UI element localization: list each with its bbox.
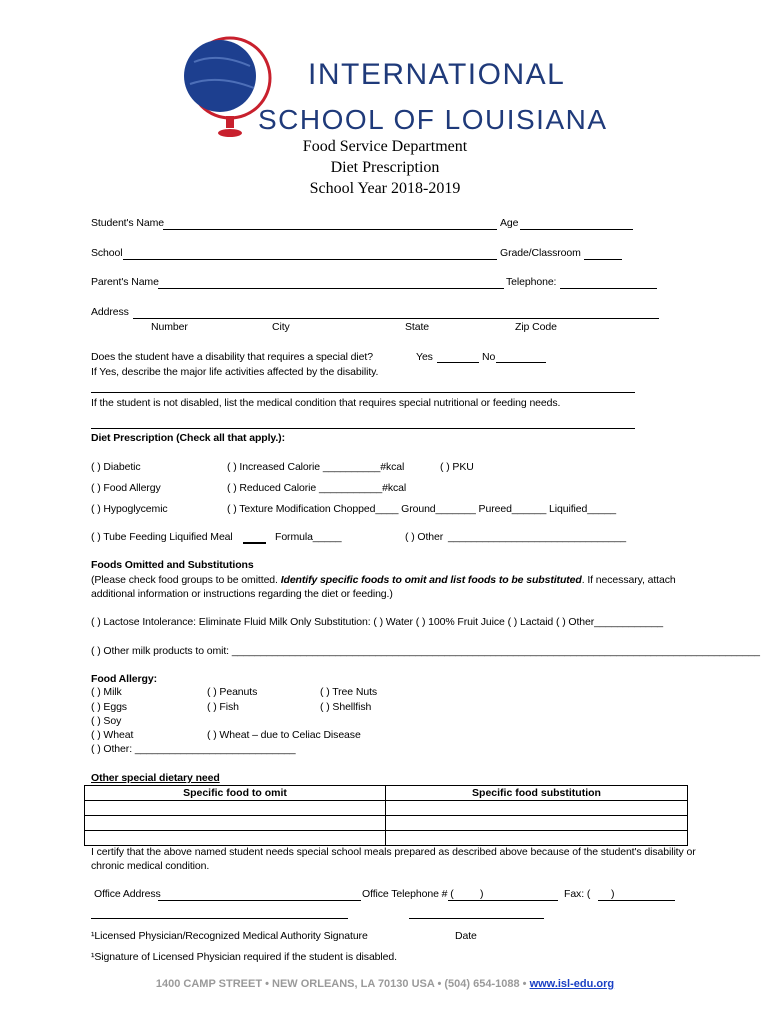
school-name-line1: INTERNATIONAL — [308, 58, 566, 91]
fax-field[interactable] — [598, 900, 675, 901]
age-label: Age — [500, 217, 519, 229]
other-milk-option[interactable]: ( ) Other milk products to omit: ____________________________________________________________________________________________ — [91, 645, 760, 657]
city-label: City — [272, 321, 290, 333]
office-phone-field[interactable] — [448, 900, 558, 901]
signature-label: ¹Licensed Physician/Recognized Medical Authority Signature — [91, 930, 368, 942]
table-header-row — [85, 786, 688, 801]
fax-close: ) — [611, 888, 615, 900]
office-phone-close: ) — [480, 888, 484, 900]
yes-field[interactable] — [437, 362, 479, 363]
grade-label: Grade/Classroom — [500, 247, 581, 259]
food-allergy-heading: Food Allergy: — [91, 673, 157, 685]
no-field[interactable] — [496, 362, 546, 363]
zip-label: Zip Code — [515, 321, 557, 333]
foods-omitted-instructions — [91, 574, 676, 586]
allergy-shellfish[interactable]: ( ) Shellfish — [320, 701, 372, 713]
allergy-milk[interactable]: ( ) Milk — [91, 686, 122, 698]
school-name-line2: SCHOOL OF LOUISIANA — [258, 104, 608, 135]
student-name-field[interactable] — [163, 229, 497, 230]
allergy-treenuts[interactable]: ( ) Tree Nuts — [320, 686, 378, 698]
diet-heading: Diet Prescription (Check all that apply.): — [91, 432, 285, 444]
table-cell[interactable] — [85, 816, 386, 831]
page-title: Diet Prescription — [330, 159, 440, 176]
table-cell[interactable] — [386, 816, 688, 831]
state-label: State — [405, 321, 430, 333]
foods-omitted-heading: Foods Omitted and Substitutions — [91, 559, 254, 571]
no-label: No — [482, 351, 496, 363]
grade-field[interactable] — [584, 259, 622, 260]
telephone-field[interactable] — [560, 288, 657, 289]
not-disabled-text: If the student is not disabled, list the medical condition that requires special nutritional or feeding needs. — [91, 397, 561, 409]
disability-describe: If Yes, describe the major life activities affected by the disability. — [91, 366, 379, 378]
disability-question: Does the student have a disability that requires a special diet? — [91, 351, 373, 363]
table-row[interactable] — [85, 816, 688, 831]
instr-part-c: . If necessary, attach — [581, 574, 676, 586]
school-field[interactable] — [123, 259, 497, 260]
office-address-label: Office Address — [94, 888, 161, 900]
footer-address — [0, 978, 770, 990]
age-field[interactable] — [520, 229, 633, 230]
dept-title: Food Service Department — [302, 138, 468, 155]
reduced-calorie-option[interactable]: ( ) Reduced Calorie ___________#kcal — [227, 482, 407, 494]
parent-field[interactable] — [158, 288, 504, 289]
table-cell[interactable] — [386, 831, 688, 846]
hypoglycemic-option[interactable]: ( ) Hypoglycemic — [91, 503, 168, 515]
signature-field[interactable] — [91, 918, 348, 919]
fax-label: Fax: ( — [564, 888, 591, 900]
school-year: School Year 2018-2019 — [309, 180, 461, 197]
describe-field[interactable] — [91, 392, 635, 393]
date-field[interactable] — [409, 918, 544, 919]
other-diet-field[interactable]: _______________________________ — [448, 531, 626, 543]
table-cell[interactable] — [85, 831, 386, 846]
formula-field[interactable]: Formula_____ — [275, 531, 342, 543]
special-need-heading: Other special dietary need — [91, 772, 220, 784]
allergy-celiac[interactable]: ( ) Wheat – due to Celiac Disease — [207, 729, 361, 741]
signature-note: ¹Signature of Licensed Physician required if the student is disabled. — [91, 951, 397, 963]
allergy-eggs[interactable]: ( ) Eggs — [91, 701, 127, 713]
increased-calorie-option[interactable]: ( ) Increased Calorie __________#kcal — [227, 461, 405, 473]
certify-text-1: I certify that the above named student needs special school meals prepared as described above because of the student's disability or — [91, 846, 696, 858]
special-need-table — [84, 785, 688, 846]
allergy-fish[interactable]: ( ) Fish — [207, 701, 239, 713]
lactose-option[interactable]: ( ) Lactose Intolerance: Eliminate Fluid Milk Only Substitution: ( ) Water ( ) 100% Fruit Juice ( ) Lactaid ( ) Other____________ — [91, 616, 664, 628]
student-name-label: Student's Name — [91, 217, 164, 229]
office-phone-label: Office Telephone # ( — [362, 888, 454, 900]
parent-label: Parent's Name — [91, 276, 159, 288]
instr-part-a: (Please check food groups to be omitted. — [91, 574, 281, 586]
liquified-meal-field[interactable] — [243, 542, 266, 544]
col-food-sub: Specific food substitution — [386, 786, 688, 801]
yes-label: Yes — [416, 351, 433, 363]
other-diet-option[interactable]: ( ) Other — [405, 531, 444, 543]
diabetic-option[interactable]: ( ) Diabetic — [91, 461, 141, 473]
pku-option[interactable]: ( ) PKU — [440, 461, 474, 473]
condition-field[interactable] — [91, 428, 635, 429]
table-row[interactable] — [85, 801, 688, 816]
footer-text: 1400 CAMP STREET • NEW ORLEANS, LA 70130 USA • (504) 654-1088 • — [155, 978, 530, 990]
allergy-soy[interactable]: ( ) Soy — [91, 715, 122, 727]
allergy-peanuts[interactable]: ( ) Peanuts — [207, 686, 258, 698]
col-food-omit: Specific food to omit — [85, 786, 386, 801]
table-row[interactable] — [85, 831, 688, 846]
footer-link[interactable]: www.isl-edu.org — [529, 978, 615, 990]
school-label: School — [91, 247, 123, 259]
number-label: Number — [151, 321, 188, 333]
texture-option[interactable]: ( ) Texture Modification Chopped____ Ground_______ Pureed______ Liquified_____ — [227, 503, 616, 515]
office-address-field[interactable] — [158, 900, 361, 901]
allergy-wheat[interactable]: ( ) Wheat — [91, 729, 134, 741]
certify-text-2: chronic medical condition. — [91, 860, 210, 872]
tube-feeding-option[interactable]: ( ) Tube Feeding Liquified Meal — [91, 531, 233, 543]
address-field[interactable] — [133, 318, 659, 319]
allergy-other[interactable]: ( ) Other: ____________________________ — [91, 743, 296, 755]
address-label: Address — [91, 306, 129, 318]
table-cell[interactable] — [386, 801, 688, 816]
date-label: Date — [455, 930, 477, 942]
telephone-label: Telephone: — [506, 276, 557, 288]
table-cell[interactable] — [85, 801, 386, 816]
foods-omitted-instructions-2: additional information or instructions regarding the diet or feeding.) — [91, 588, 393, 600]
instr-part-b: Identify specific foods to omit and list foods to be substituted — [280, 574, 582, 586]
food-allergy-option[interactable]: ( ) Food Allergy — [91, 482, 161, 494]
